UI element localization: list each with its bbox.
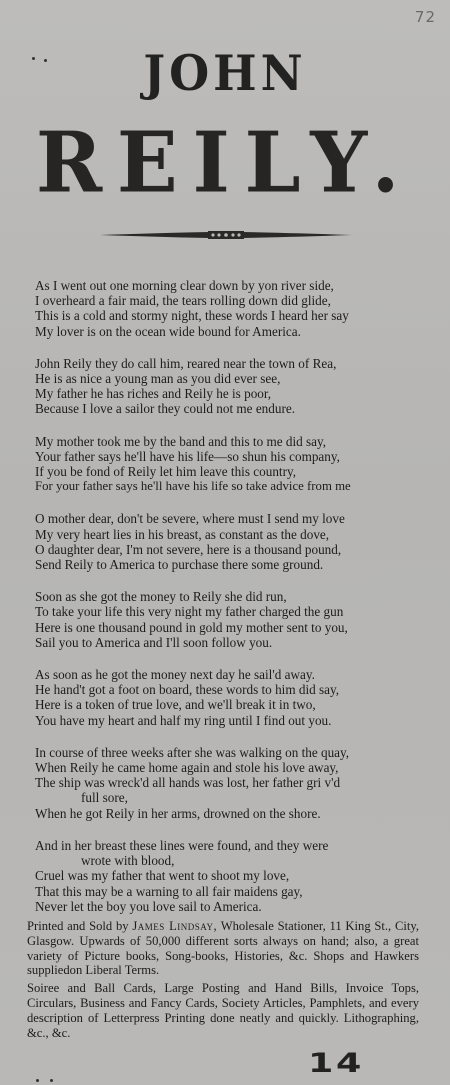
verse-line: O mother dear, don't be severe, where must I send my love bbox=[35, 511, 345, 527]
stanza bbox=[35, 278, 410, 339]
print-speck bbox=[50, 1079, 53, 1082]
verse-line: Here is a token of true love, and we'll break it in two, bbox=[35, 697, 316, 713]
imprint-paragraph bbox=[27, 919, 419, 978]
verse-line: The ship was wreck'd all hands was lost, her father gri v'd bbox=[35, 775, 341, 791]
ballad-text bbox=[35, 278, 410, 931]
verse-line: My very heart lies in his breast, as constant as the dove, bbox=[35, 526, 330, 542]
imprint-services: Soiree and Ball Cards, Large Posting and Hand Bills, Invoice Tops, Circulars, Business and Fancy Cards, Society Articles, Pamphlets, and every description of Letterpress Printing done neatly and quickly. Lithographing, &c., &c. bbox=[27, 981, 419, 1040]
title-line-1: JOHN bbox=[143, 44, 307, 102]
print-speck bbox=[36, 1079, 39, 1082]
imprint-prefix: Printed and Sold by bbox=[27, 919, 129, 933]
verse-line: Because I love a sailor they could not me endure. bbox=[35, 401, 295, 417]
stanza bbox=[35, 745, 410, 821]
imprint-details: Wholesale Stationer, 11 King St., City, Glasgow. Upwards of 50,000 different sorts always on hand; also, a great variety of Picture books, Song-books, Histories, &c. Shops and Hawkers suppliedon Liberal Terms. bbox=[27, 919, 420, 978]
verse-line: Never let the boy you love sail to America. bbox=[35, 898, 262, 914]
verse-line: My mother took me by the band and this to me did say, bbox=[35, 433, 327, 449]
ornamental-rule bbox=[100, 228, 352, 242]
verse-line: Here is one thousand pound in gold my mother sent to you, bbox=[35, 619, 348, 635]
verse-line: When Reily he came home again and stole his love away, bbox=[35, 760, 339, 776]
verse-line: For your father says he'll have his life so take advice from me bbox=[35, 479, 351, 494]
verse-line: This is a cold and stormy night, these words I heard her say bbox=[35, 308, 349, 324]
stanza bbox=[35, 838, 410, 914]
verse-line: Your father says he'll have his life—so shun his company, bbox=[35, 448, 340, 464]
stanza bbox=[35, 589, 410, 650]
verse-line: He is as nice a young man as you did ever see, bbox=[35, 371, 281, 387]
verse-line: Cruel was my father that went to shoot my love, bbox=[35, 868, 290, 884]
verse-line: If you be fond of Reily let him leave this country, bbox=[35, 464, 296, 480]
printer-imprint bbox=[27, 919, 419, 1043]
page-number: 14 bbox=[308, 1048, 365, 1079]
stanza bbox=[35, 667, 410, 728]
verse-line: In course of three weeks after she was walking on the quay, bbox=[35, 744, 350, 760]
stanza bbox=[35, 434, 410, 495]
verse-line: O daughter dear, I'm not severe, here is a thousand pound, bbox=[35, 541, 342, 557]
stanza bbox=[35, 511, 410, 572]
verse-line: When he got Reily in her arms, drowned on the shore. bbox=[35, 805, 321, 821]
verse-line: John Reily they do call him, reared near the town of Rea, bbox=[35, 355, 337, 371]
verse-line: He hand't got a foot on board, these words to him did say, bbox=[35, 682, 340, 698]
verse-line-continuation: wrote with blood, bbox=[81, 853, 175, 869]
verse-line: My lover is on the ocean wide bound for America. bbox=[35, 323, 301, 339]
verse-line: You have my heart and half my ring until I find out you. bbox=[35, 712, 332, 728]
verse-line: Send Reily to America to purchase there some ground. bbox=[35, 557, 324, 573]
verse-line: My father he has riches and Reily he is poor, bbox=[35, 386, 272, 402]
verse-line: That this may be a warning to all fair maidens gay, bbox=[35, 883, 303, 899]
verse-line: I overheard a fair maid, the tears rolling down did glide, bbox=[35, 293, 331, 309]
stanza bbox=[35, 356, 410, 417]
verse-line: As soon as he got the money next day he sail'd away. bbox=[35, 667, 315, 683]
verse-line: Sail you to America and I'll soon follow you. bbox=[35, 634, 273, 650]
verse-line: Soon as she got the money to Reily she did run, bbox=[35, 589, 287, 605]
title-line-2: REILY. bbox=[35, 113, 415, 212]
verse-line: And in her breast these lines were found, and they were bbox=[35, 837, 329, 853]
verse-line-continuation: full sore, bbox=[81, 790, 128, 806]
verse-line: To take your life this very night my father charged the gun bbox=[35, 604, 344, 620]
pencil-catalogue-number: 72 bbox=[414, 8, 436, 26]
printer-name: James Lindsay, bbox=[132, 919, 218, 933]
verse-line: As I went out one morning clear down by yon river side, bbox=[35, 278, 334, 293]
